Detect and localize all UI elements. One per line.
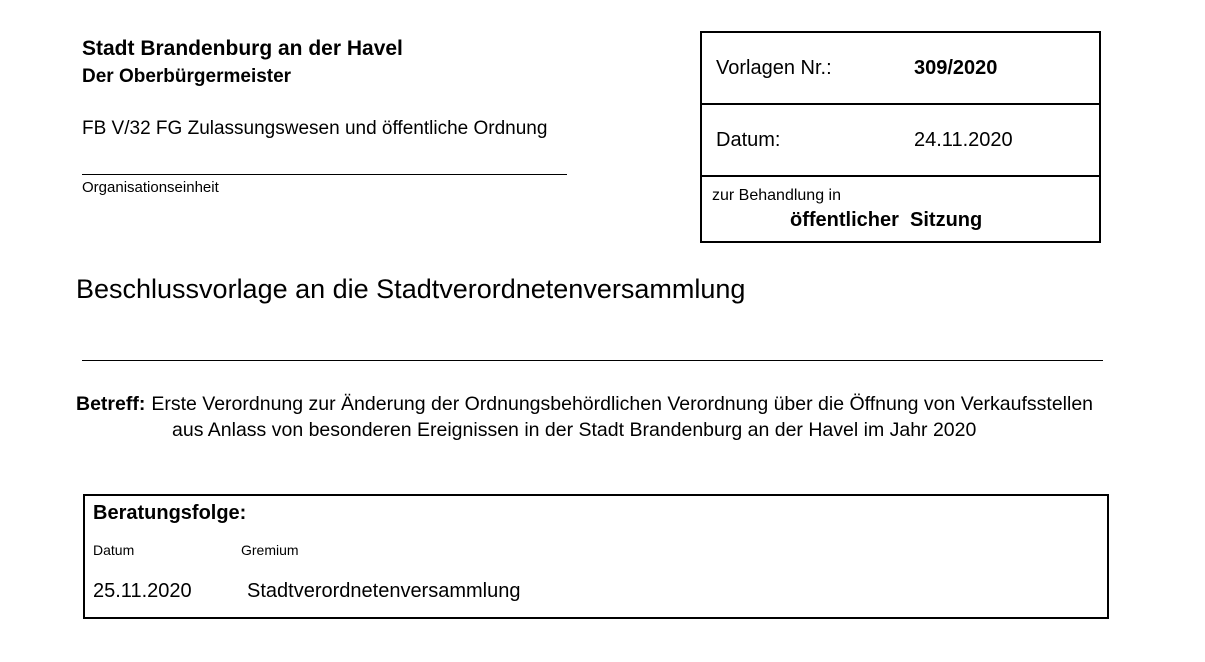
session-type: öffentlicher Sitzung [790,209,983,231]
column-header-date: Datum [93,542,135,558]
subject-text: Erste Verordnung zur Änderung der Ordnungsbehördlichen Verordnung über die Öffnung von Verkaufsstellen aus Anlass von besonderen Ereignissen in der Stadt Brandenburg an der Havel im Jahr 2020 [151,393,1094,441]
document-info-box [700,31,1101,243]
treatment-label: zur Behandlung in [712,187,841,204]
consultation-row-body: Stadtverordnetenversammlung [247,580,521,602]
consultation-row-date: 25.11.2020 [93,580,192,602]
unit-caption: Organisationseinheit [82,179,219,196]
org-subtitle: Der Oberbürgermeister [82,66,292,87]
number-value: 309/2020 [914,57,998,79]
document-title: Beschlussvorlage an die Stadtverordnetenversammlung [76,274,746,304]
consultation-box [83,494,1109,619]
info-row-session [702,177,1099,241]
column-header-body: Gremium [241,542,299,558]
org-name: Stadt Brandenburg an der Havel [82,37,403,60]
subject-block [76,391,1106,443]
info-row-date [702,105,1099,177]
date-label: Datum: [716,129,781,151]
date-value: 24.11.2020 [914,129,1013,151]
title-divider [82,360,1103,361]
consultation-title: Beratungsfolge: [93,502,247,524]
number-label: Vorlagen Nr.: [716,57,832,79]
organisational-unit: FB V/32 FG Zulassungswesen und öffentliche Ordnung [82,118,548,139]
unit-divider [82,174,567,175]
info-row-number [702,33,1099,105]
subject-label: Betreff: [76,393,146,415]
